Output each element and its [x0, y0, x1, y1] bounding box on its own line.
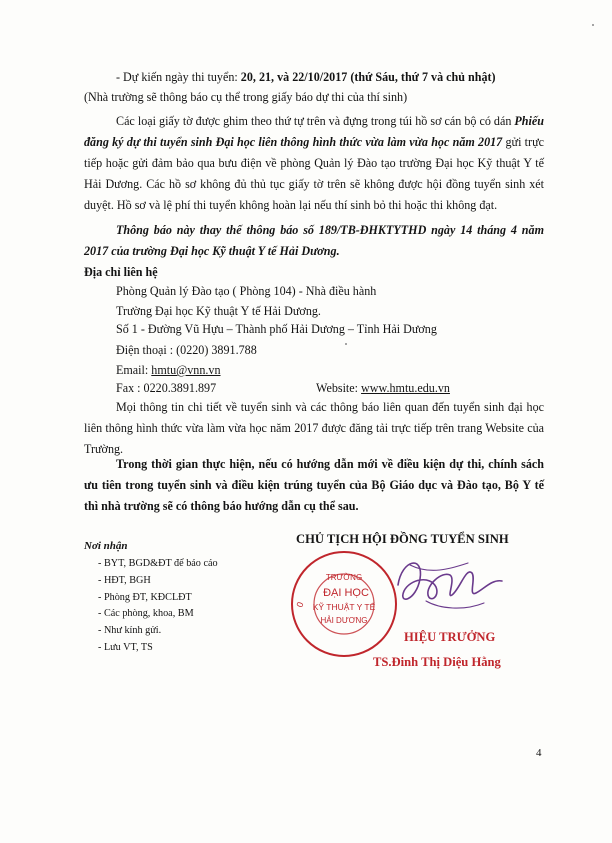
recipients-title: Nơi nhận [84, 540, 128, 552]
contact-fax: Fax : 0220.3891.897 [116, 381, 217, 395]
seal-text-1: TRƯỜNG [325, 573, 363, 582]
website-link[interactable]: www.hmtu.edu.vn [361, 381, 450, 395]
replacement-notice: Thông báo này thay thế thông báo số 189/TB-ĐHKTYTHD ngày 14 tháng 4 năm 2017 của trường Đại học Kỹ thuật Y tế Hải Dương. [84, 223, 544, 258]
contact-website [316, 379, 450, 397]
seal-text-2: ĐẠI HỌC [323, 587, 369, 599]
scan-speck [592, 24, 594, 26]
website-label: Website: [316, 381, 362, 395]
contact-email [116, 361, 221, 379]
email-link[interactable]: hmtu@vnn.vn [151, 363, 221, 377]
contact-phone: Điện thoại : (0220) 3891.788 [116, 343, 257, 357]
documents-text-2: gửi trực tiếp hoặc gửi đảm bảo qua bưu điện về phòng Quản lý Đào tạo trường Đại học Kỹ thuật Y tế Hải Dương. Các hồ sơ không đủ thủ tục giấy tờ trên sẽ không được hội đồng tuyển sinh xét duyệt. Hồ sơ và lệ phí thi tuyển không hoàn lại nếu thí sinh bỏ thi hoặc thi không đạt. [84, 135, 544, 212]
seal-text-4: HẢI DƯƠNG [320, 616, 368, 625]
seal-text-3: KỸ THUẬT Y TẾ [312, 602, 376, 612]
contact-heading: Địa chỉ liên hệ [84, 265, 158, 279]
svg-text:0: 0 [294, 600, 306, 609]
info-paragraph: Mọi thông tin chi tiết về tuyển sinh và các thông báo liên quan đến tuyển sinh đại học liên thông hình thức vừa làm vừa học năm 2017 được đăng tải trực tiếp trên trang Website của Trường. [84, 400, 544, 456]
signature-title: CHỦ TỊCH HỘI ĐỒNG TUYỂN SINH [296, 532, 509, 546]
guidance-paragraph: Trong thời gian thực hiện, nếu có hướng dẫn mới về điều kiện dự thi, chính sách ưu tiên trong tuyển sinh và điều kiện trúng tuyển của Bộ Giáo dục và Đào tạo, Bộ Y tế thì nhà trường sẽ có thông báo hướng dẫn cụ thể sau. [84, 457, 544, 513]
signer-position: HIỆU TRƯỞNG [404, 630, 496, 644]
schedule-dates: 20, 21, và 22/10/2017 (thứ Sáu, thứ 7 và chủ nhật) [240, 70, 496, 84]
documents-text-1: Các loại giấy tờ được ghim theo thứ tự trên và đựng trong túi hồ sơ cán bộ có dán [116, 114, 515, 128]
contact-address: Số 1 - Đường Vũ Hựu – Thành phố Hải Dương – Tỉnh Hải Dương [116, 322, 437, 336]
handwritten-signature [380, 545, 510, 625]
schedule-note: (Nhà trường sẽ thông báo cụ thể trong giấy báo dự thi của thí sinh) [84, 90, 408, 104]
recipient-item: - Các phòng, khoa, BM [98, 608, 194, 619]
documents-paragraph [84, 111, 544, 216]
recipient-item: - HĐT, BGH [98, 575, 151, 586]
recipient-item: - Như kính gửi. [98, 625, 162, 636]
schedule-prefix: - Dự kiến ngày thi tuyển: [116, 70, 241, 84]
recipient-item: - Lưu VT, TS [98, 642, 153, 653]
contact-office: Phòng Quản lý Đào tạo ( Phòng 104) - Nhà điều hành [116, 284, 377, 298]
signer-name: TS.Đinh Thị Diệu Hằng [373, 655, 501, 669]
contact-school: Trường Đại học Kỹ thuật Y tế Hải Dương. [116, 304, 321, 318]
scan-speck [345, 343, 347, 345]
exam-schedule [116, 68, 496, 86]
recipient-item: - BYT, BGD&ĐT để báo cáo [98, 558, 218, 569]
email-label: Email: [116, 363, 152, 377]
recipient-item: - Phòng ĐT, KĐCLĐT [98, 592, 192, 603]
page-number: 4 [536, 747, 542, 759]
registration-form-name: Phiếu đăng ký dự thi tuyển sinh Đại học liên thông hình thức vừa làm vừa học năm 2017 [84, 114, 544, 149]
